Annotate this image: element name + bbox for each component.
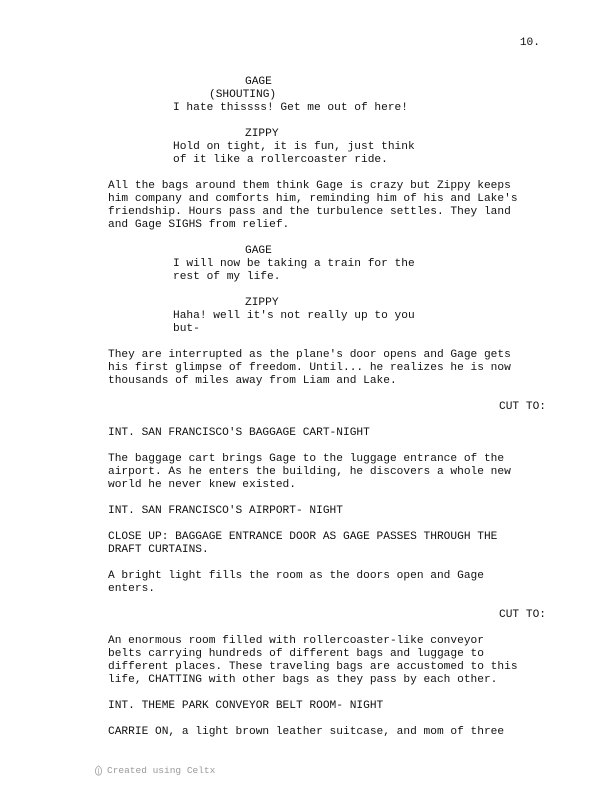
character-name: ZIPPY	[245, 128, 279, 140]
action-line: DRAFT CURTAINS.	[108, 544, 209, 556]
action-line: CARRIE ON, a light brown leather suitcase, and mom of three	[108, 726, 505, 738]
action-line: CLOSE UP: BAGGAGE ENTRANCE DOOR AS GAGE PASSES THROUGH THE	[108, 531, 498, 543]
action-line: An enormous room filled with rollercoaster-like conveyor	[108, 635, 484, 647]
parenthetical: (SHOUTING)	[209, 89, 277, 101]
scene-heading: INT. SAN FRANCISCO'S BAGGAGE CART-NIGHT	[108, 427, 370, 439]
action-line: friendship. Hours pass and the turbulence settles. They land	[108, 206, 511, 218]
dialogue-line: rest of my life.	[173, 271, 281, 283]
action-line: different places. These traveling bags are accustomed to this	[108, 661, 518, 673]
dialogue-line: Haha! well it's not really up to you	[173, 310, 415, 322]
footer	[94, 765, 215, 776]
action-line: thousands of miles away from Liam and Lake.	[108, 375, 397, 387]
action-line: A bright light fills the room as the doors open and Gage	[108, 570, 484, 582]
dialogue-line: I will now be taking a train for the	[173, 258, 415, 270]
action-line: life, CHATTING with other bags as they pass by each other.	[108, 674, 498, 686]
dialogue-line: of it like a rollercoaster ride.	[173, 154, 388, 166]
action-line: his first glimpse of freedom. Until... he realizes he is now	[108, 362, 511, 374]
action-line: airport. As he enters the building, he discovers a whole new	[108, 466, 511, 478]
celtx-logo-icon	[94, 765, 103, 776]
scene-heading: INT. THEME PARK CONVEYOR BELT ROOM- NIGHT	[108, 700, 384, 712]
dialogue-line: Hold on tight, it is fun, just think	[173, 141, 415, 153]
action-line: enters.	[108, 583, 155, 595]
character-name: GAGE	[245, 245, 272, 257]
scene-heading: INT. SAN FRANCISCO'S AIRPORT- NIGHT	[108, 505, 343, 517]
character-name: ZIPPY	[245, 297, 279, 309]
action-line: and Gage SIGHS from relief.	[108, 219, 290, 231]
action-line: All the bags around them think Gage is crazy but Zippy keeps	[108, 180, 511, 192]
action-line: They are interrupted as the plane's door opens and Gage gets	[108, 349, 511, 361]
footer-text: Created using Celtx	[107, 765, 216, 776]
action-line: The baggage cart brings Gage to the luggage entrance of the	[108, 453, 505, 465]
page-number: 10.	[519, 37, 540, 49]
action-line: world he never knew existed.	[108, 479, 296, 491]
action-line: belts carrying hundreds of different bags and luggage to	[108, 648, 484, 660]
dialogue-line: but-	[173, 323, 200, 335]
character-name: GAGE	[245, 76, 272, 88]
dialogue-line: I hate thissss! Get me out of here!	[173, 102, 408, 114]
transition: CUT TO:	[499, 609, 546, 621]
action-line: him company and comforts him, reminding him of his and Lake's	[108, 193, 518, 205]
transition: CUT TO:	[499, 401, 546, 413]
